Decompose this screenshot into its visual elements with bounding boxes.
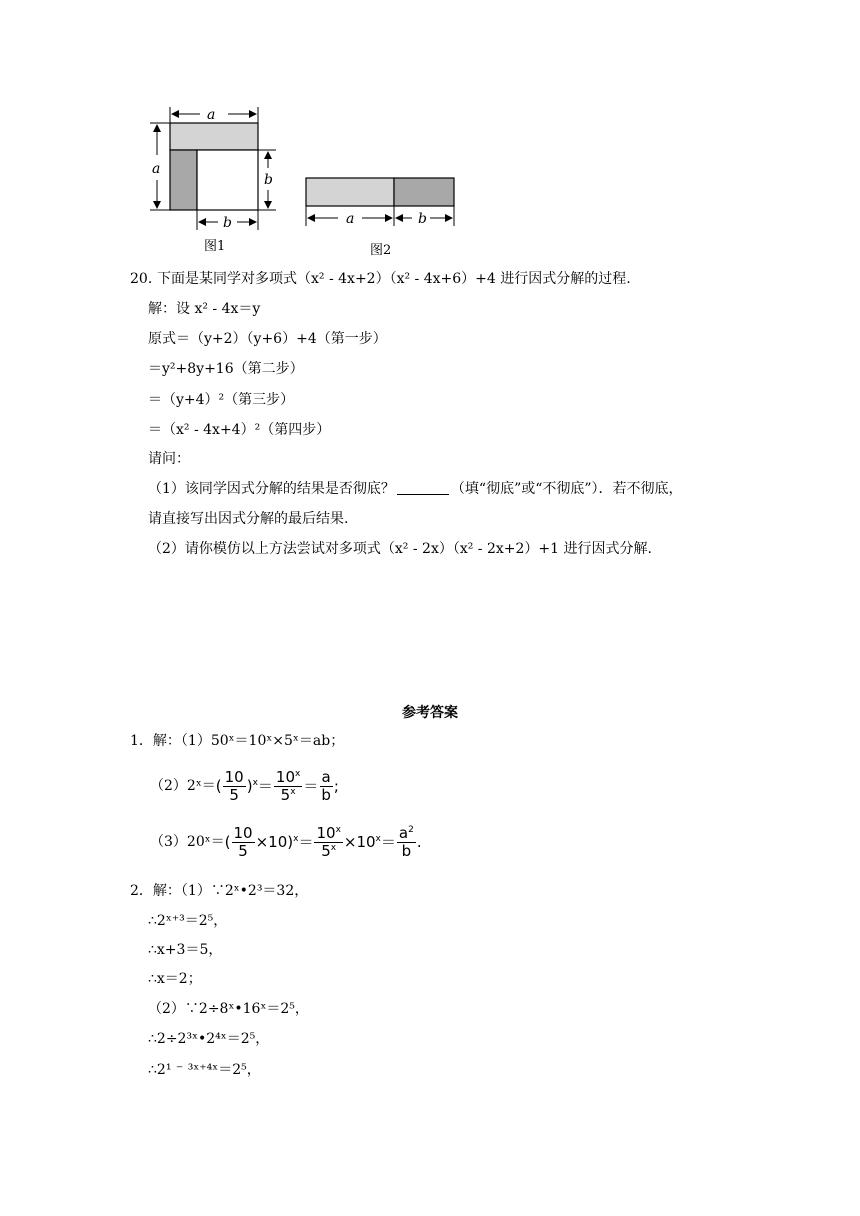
answer-blank[interactable] — [397, 480, 449, 495]
q20-line: 解：设 x² - 4x＝y — [148, 301, 261, 317]
a2-line: ∴x+3＝5， — [148, 942, 223, 958]
a2-line: ∴x＝2； — [148, 971, 202, 987]
a1-part2-formula: ( $\frac{10}{5}$ )$^x$＝ $\frac{10^x}{5^x}$ ＝ $\frac{a}{b}$ ; — [215, 767, 339, 804]
a1-part3-prefix: （3）20ˣ＝ — [150, 834, 225, 850]
a1-part3 — [150, 820, 422, 864]
fig1-label-a-top: a — [207, 107, 216, 123]
q20-line: ＝（y+4）²（第三步） — [148, 392, 295, 408]
fig2-caption: 图2 — [370, 243, 392, 258]
a1-part3-formula: ( $\frac{10}{5}$ ×10)$^x$＝ $\frac{10^x}{5^x}$ $\times 10^x=$ $\frac{a^2}{b}$ . — [224, 823, 422, 860]
a2-line: （2）∵2÷8ˣ•16ˣ＝2⁵， — [148, 1001, 309, 1017]
fig2-label-b: b — [418, 211, 427, 227]
a2-line: ∴2÷2³ˣ•2⁴ˣ＝2⁵， — [148, 1031, 270, 1047]
geometry-figure — [0, 0, 860, 270]
q20-line: ＝y²+8y+16（第二步） — [148, 361, 304, 377]
answers-title: 参考答案 — [402, 705, 458, 721]
fig1-square — [197, 150, 258, 210]
fig1-caption: 图1 — [204, 239, 226, 254]
fig1-left-strip — [170, 150, 197, 210]
q20-stem: 下面是某同学对多项式（x² - 4x+2）（x² - 4x+6）+4 进行因式分解的过程. — [157, 271, 631, 287]
q20-sub1-continued: 请直接写出因式分解的最后结果. — [148, 511, 349, 527]
a2-line: ∴2ˣ⁺³＝2⁵， — [148, 913, 228, 929]
q20-line: 请问： — [148, 451, 190, 467]
fig2-light-rect — [306, 178, 394, 206]
fig2-dark-rect — [394, 178, 454, 206]
fig1-label-b-right: b — [264, 172, 273, 188]
q20-sub1-question: （1）该同学因式分解的结果是否彻底？ — [148, 481, 395, 497]
a1-part2-prefix: （2）2ˣ＝ — [150, 778, 216, 794]
q20-number: 20． — [130, 271, 162, 287]
a1-head: 1．解：（1）50ˣ＝10ˣ×5ˣ＝ab； — [130, 733, 345, 749]
a2-line: ∴2¹ ⁻ ³ˣ⁺⁴ˣ＝2⁵， — [148, 1062, 261, 1078]
a2-line: 2．解：（1）∵2ˣ•2³＝32， — [130, 883, 309, 899]
q20-sub2: （2）请你模仿以上方法尝试对多项式（x² - 2x）（x² - 2x+2）+1 进行因式分解. — [148, 541, 652, 557]
a1-part2 — [150, 764, 339, 808]
q20-sub1-instruction: （填“彻底”或“不彻底”）．若不彻底， — [450, 481, 683, 497]
q20-line: 原式＝（y+2）（y+6）+4（第一步） — [148, 331, 387, 347]
fig1-label-a-left: a — [152, 161, 161, 177]
q20-line: ＝（x² - 4x+4）²（第四步） — [148, 422, 331, 438]
fig2-label-a: a — [346, 211, 355, 227]
fig1-top-strip — [170, 123, 258, 150]
q20-sub1 — [148, 480, 683, 498]
fig1-label-b-bottom: b — [223, 215, 232, 231]
